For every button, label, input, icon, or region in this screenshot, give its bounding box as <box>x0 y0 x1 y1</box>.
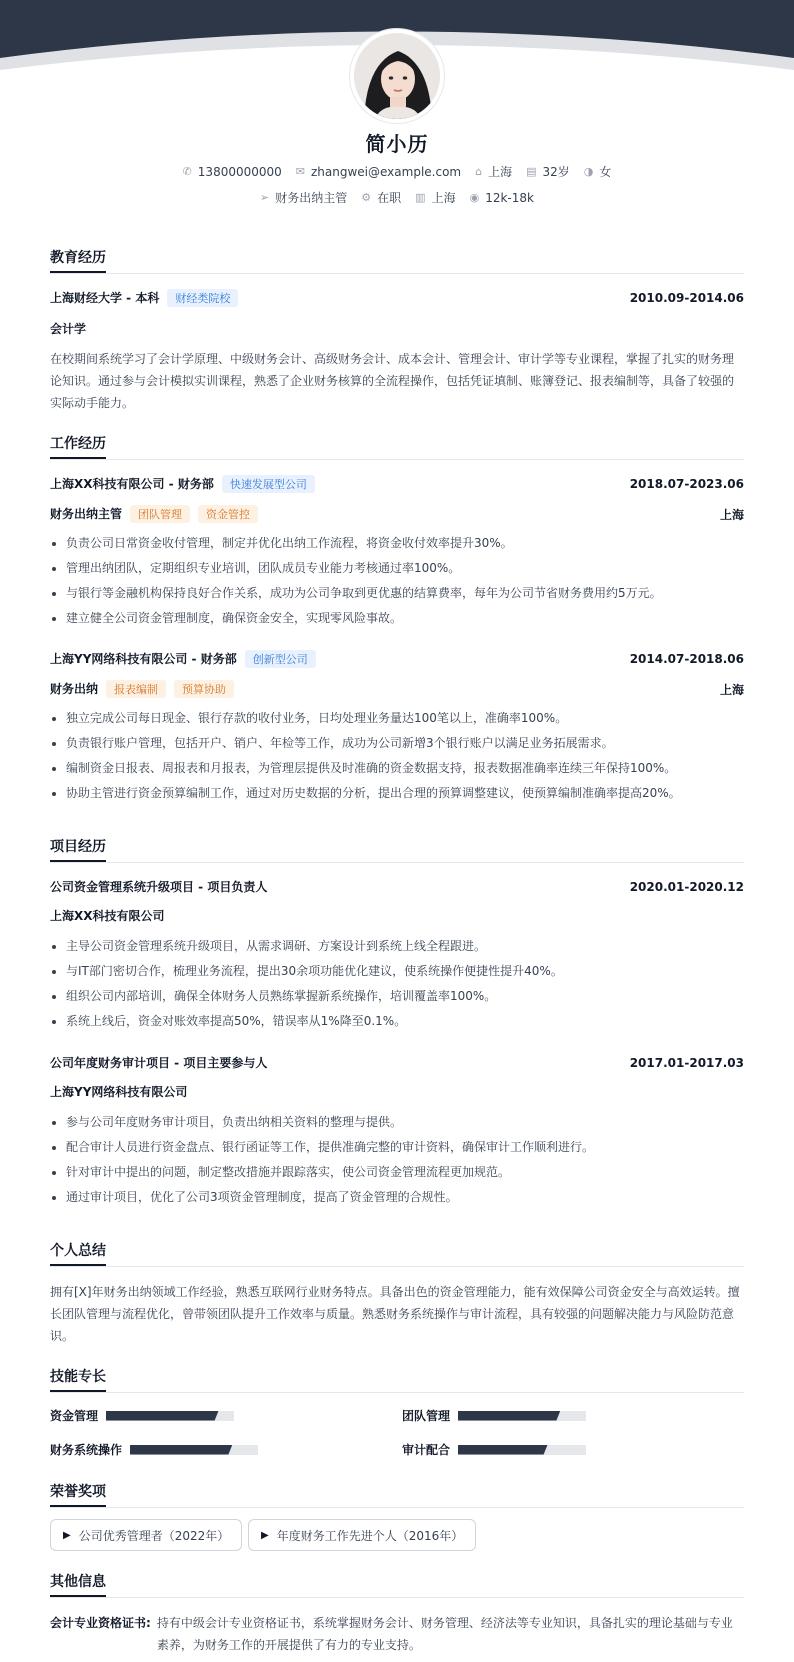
work-2-role-tag: 报表编制 <box>106 680 166 698</box>
home-icon: ⌂ <box>475 165 483 178</box>
work-1-role-tag: 团队管理 <box>130 505 190 523</box>
skill-item: 团队管理 <box>402 1407 586 1424</box>
skill-item: 资金管理 <box>50 1407 234 1424</box>
gear-icon: ⚙ <box>361 191 372 204</box>
skill-bar-fill <box>458 1445 548 1455</box>
phone-icon: ✆ <box>182 165 192 178</box>
section-work-title: 工作经历 <box>50 433 744 460</box>
triangle-icon: ▶ <box>261 1529 269 1541</box>
contact-gender: ◑ 女 <box>583 165 612 179</box>
list-item: 与IT部门密切合作，梳理业务流程，提出30余项功能优化建议，使系统操作便捷性提升40%。 <box>50 959 744 984</box>
list-item: 配合审计人员进行资金盘点、银行函证等工作，提供准确完整的审计资料，确保审计工作顺利进行。 <box>50 1135 744 1160</box>
other-info <box>50 1612 744 1656</box>
summary-text: 拥有[X]年财务出纳领域工作经验，熟悉互联网行业财务特点。具备出色的资金管理能力，能有效保障公司资金安全与高效运转。擅 长团队管理与流程优化，曾带领团队提升工作效率与质量。熟悉财务系统操作与审计流程，具有较强的问题解决能力与风险防范意 识。 <box>50 1285 740 1343</box>
work-1-location: 上海 <box>719 507 744 522</box>
project-2-company-row <box>50 1083 744 1100</box>
project-1-company-row <box>50 907 744 924</box>
section-other-title: 其他信息 <box>50 1571 744 1598</box>
section-skills-title: 技能专长 <box>50 1366 744 1393</box>
work-2-header <box>50 650 744 668</box>
skill-bar <box>130 1445 258 1455</box>
list-item: 管理出纳团队，定期组织专业培训，团队成员专业能力考核通过率100%。 <box>50 556 744 581</box>
work-2-company: 上海YY网络科技有限公司 - 财务部 <box>50 652 237 666</box>
send-icon: ➢ <box>260 191 270 204</box>
avatar-photo <box>354 33 440 119</box>
gender-icon: ◑ <box>583 165 594 178</box>
money-icon: ◉ <box>469 191 480 204</box>
building-icon: ▥ <box>415 191 426 204</box>
education-major-row <box>50 320 744 337</box>
skill-bar-fill <box>458 1411 560 1421</box>
work-1-date: 2018.07-2023.06 <box>629 477 744 491</box>
work-2-location: 上海 <box>719 682 744 697</box>
intent-position: ➢ 财务出纳主管 <box>260 191 348 205</box>
work-2-date: 2014.07-2018.06 <box>629 652 744 666</box>
list-item: 编制资金日报表、周报表和月报表，为管理层提供及时准确的资金数据支持，报表数据准确率连续三年保持100%。 <box>50 756 744 781</box>
project-2-title: 公司年度财务审计项目 - 项目主要参与人 <box>50 1056 268 1070</box>
contact-row <box>0 163 794 180</box>
other-label: 会计专业资格证书: <box>50 1616 151 1630</box>
mail-icon: ✉ <box>295 165 305 178</box>
intent-city: ▥ 上海 <box>415 191 456 205</box>
list-item: 负责银行账户管理，包括开户、销户、年检等工作，成功为公司新增3个银行账户以满足业务拓展需求。 <box>50 731 744 756</box>
contact-phone: ✆ 13800000000 <box>182 164 282 179</box>
award-item: ▶ 年度财务工作先进个人（2016年） <box>248 1519 476 1551</box>
work-1-role: 财务出纳主管 <box>50 507 123 521</box>
school-tag: 财经类院校 <box>167 289 238 307</box>
skill-bar-fill <box>106 1411 219 1421</box>
work-2-role-row <box>50 680 744 698</box>
avatar <box>349 28 445 124</box>
contact-email: ✉ zhangwei@example.com <box>295 164 462 179</box>
school-name: 上海财经大学 - 本科 <box>50 291 160 305</box>
list-item: 组织公司内部培训，确保全体财务人员熟练掌握新系统操作，培训覆盖率100%。 <box>50 984 744 1009</box>
age-icon: ▤ <box>526 165 537 178</box>
list-item: 协助主管进行资金预算编制工作，通过对历史数据的分析，提出合理的预算调整建议，使预算编制准确率提高20%。 <box>50 781 744 806</box>
list-item: 主导公司资金管理系统升级项目，从需求调研、方案设计到系统上线全程跟进。 <box>50 934 744 959</box>
work-2-company-tag: 创新型公司 <box>245 650 316 668</box>
work-1-role-row <box>50 505 744 523</box>
list-item: 通过审计项目，优化了公司3项资金管理制度，提高了资金管理的合规性。 <box>50 1185 744 1210</box>
skill-bar <box>458 1411 586 1421</box>
list-item: 参与公司年度财务审计项目，负责出纳相关资料的整理与提供。 <box>50 1110 744 1135</box>
project-2-date: 2017.01-2017.03 <box>629 1055 744 1070</box>
intent-row <box>0 189 794 206</box>
project-1-header <box>50 878 744 895</box>
section-summary-title: 个人总结 <box>50 1240 744 1267</box>
education-header <box>50 289 744 307</box>
education-description: 在校期间系统学习了会计学原理、中级财务会计、高级财务会计、成本会计、管理会计、审计学等专业课程，掌握了扎实的财务理 论知识。通过参与会计模拟实训课程，熟悉了企业财务核算的全流程操作，包括凭证填制、账簿登记、报表编制等，具备了较强的 实际动手能力。 <box>50 352 735 410</box>
project-1-bullets <box>50 934 744 1034</box>
candidate-name: 简小历 <box>365 132 429 156</box>
triangle-icon: ▶ <box>63 1529 71 1541</box>
list-item: 负责公司日常资金收付管理，制定并优化出纳工作流程，将资金收付效率提升30%。 <box>50 531 744 556</box>
work-2-role-tag: 预算协助 <box>174 680 234 698</box>
section-education-title: 教育经历 <box>50 247 744 274</box>
section-project-title: 项目经历 <box>50 836 744 863</box>
skill-bar-fill <box>130 1445 232 1455</box>
intent-status: ⚙ 在职 <box>361 191 402 205</box>
contact-location: ⌂ 上海 <box>475 165 513 179</box>
list-item: 独立完成公司每日现金、银行存款的收付业务，日均处理业务量达100笔以上，准确率100%。 <box>50 706 744 731</box>
skill-item: 审计配合 <box>402 1441 586 1458</box>
work-1-header <box>50 475 744 493</box>
work-1-company: 上海XX科技有限公司 - 财务部 <box>50 477 214 491</box>
other-value: 持有中级会计专业资格证书，系统掌握财务会计、财务管理、经济法等专业知识，具备扎实的理论基础与专业 素养，为财务工作的开展提供了有力的专业支持。 <box>156 1616 733 1652</box>
major: 会计学 <box>50 322 87 336</box>
project-1-date: 2020.01-2020.12 <box>629 879 744 894</box>
work-1-role-tag: 资金管控 <box>198 505 258 523</box>
skill-bar <box>106 1411 234 1421</box>
skill-bar <box>458 1445 586 1455</box>
list-item: 与银行等金融机构保持良好合作关系，成功为公司争取到更优惠的结算费率，每年为公司节省财务费用约5万元。 <box>50 581 744 606</box>
work-1-company-tag: 快速发展型公司 <box>222 475 315 493</box>
list-item: 针对审计中提出的问题，制定整改措施并跟踪落实，使公司资金管理流程更加规范。 <box>50 1160 744 1185</box>
project-1-title: 公司资金管理系统升级项目 - 项目负责人 <box>50 880 268 894</box>
intent-salary: ◉ 12k-18k <box>469 190 534 205</box>
work-1-bullets <box>50 531 744 631</box>
contact-age: ▤ 32岁 <box>526 165 570 179</box>
section-awards-title: 荣誉奖项 <box>50 1481 744 1508</box>
project-2-company: 上海YY网络科技有限公司 <box>50 1085 188 1099</box>
skill-item: 财务系统操作 <box>50 1441 258 1458</box>
list-item: 建立健全公司资金管理制度，确保资金安全，实现零风险事故。 <box>50 606 744 631</box>
award-item: ▶ 公司优秀管理者（2022年） <box>50 1519 242 1551</box>
list-item: 系统上线后，资金对账效率提高50%，错误率从1%降至0.1%。 <box>50 1009 744 1034</box>
project-2-header <box>50 1054 744 1071</box>
project-1-company: 上海XX科技有限公司 <box>50 909 165 923</box>
work-2-role: 财务出纳 <box>50 682 99 696</box>
project-2-bullets <box>50 1110 744 1210</box>
education-date: 2010.09-2014.06 <box>629 291 744 305</box>
work-2-bullets <box>50 706 744 806</box>
